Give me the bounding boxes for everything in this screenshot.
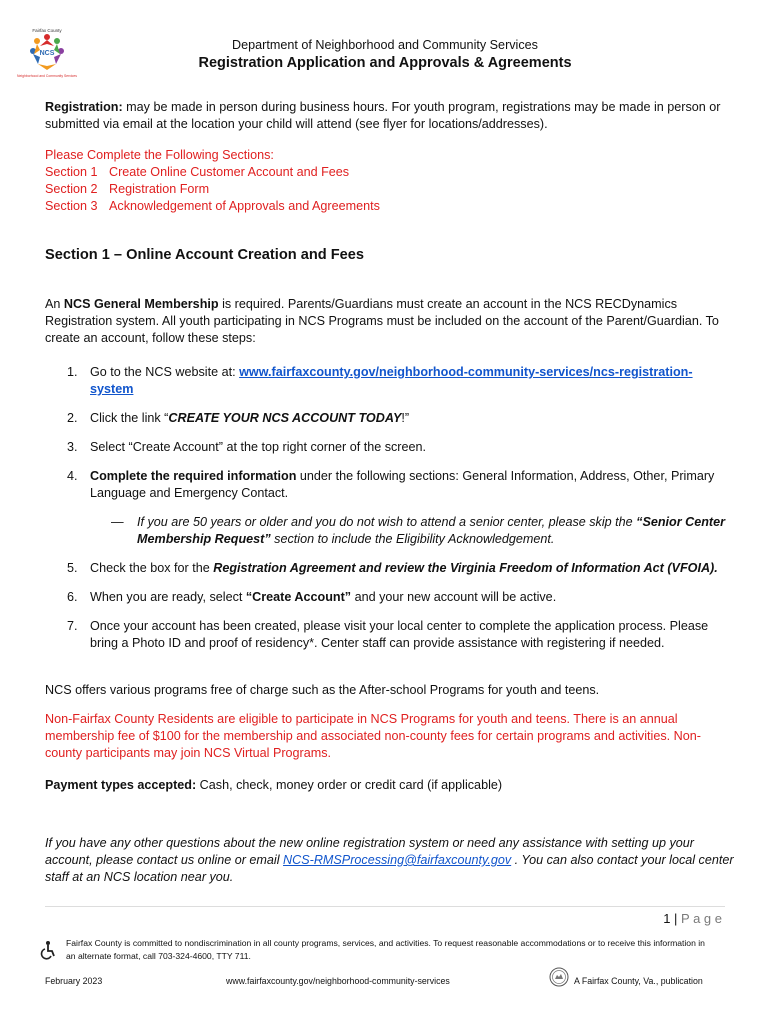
section-item: Section 1 Create Online Customer Account and Fees <box>45 165 350 179</box>
page-divider <box>45 906 725 907</box>
registration-text: may be made in person during business hours. For youth program, registrations may be made in person or submitted via email at the location your child will attend (see flyer for locations/addresses). <box>45 100 721 131</box>
step-item: 3. Select “Create Account” at the top right corner of the screen. <box>67 440 427 454</box>
non-county-notice: Non-Fairfax County Residents are eligible to participate in NCS Programs for youth and teens. There is an annual membership fee of $100 for the membership and associated non-county fees for certain programs and activities. Non-county participants may join NCS Virtual Programs. <box>45 712 701 760</box>
footer-publication: A Fairfax County, Va., publication <box>574 976 703 986</box>
membership-paragraph: An NCS General Membership is required. Parents/Guardians must create an account in the NCS RECDynamics Registration system. All youth participating in NCS Programs must be included on the account of the Parent/Guardian. To create an account, follow these steps: <box>45 297 719 345</box>
create-account-link-text: CREATE YOUR NCS ACCOUNT TODAY <box>168 411 402 425</box>
step-item: 6. When you are ready, select “Create Account” and your new account will be active. <box>67 590 557 604</box>
section-item: Section 3 Acknowledgement of Approvals and Agreements <box>45 199 380 213</box>
county-seal-icon <box>549 967 569 987</box>
step-item: 4. Complete the required information under the following sections: General Information, Address, Other, Primary Language and Emergency Contact. <box>67 469 715 500</box>
footer-url[interactable]: www.fairfaxcounty.gov/neighborhood-community-services <box>226 976 450 986</box>
footer-date: February 2023 <box>45 976 103 986</box>
contact-email-link[interactable]: NCS-RMSProcessing@fairfaxcounty.gov <box>283 853 512 867</box>
step-item: 7. Once your account has been created, please visit your local center to complete the application process. Please bring a Photo ID and proof of residency*. Center staff can provide assistance with registering if needed. <box>67 619 709 650</box>
section-item: Section 2 Registration Form <box>45 182 210 196</box>
sections-list <box>45 147 380 215</box>
sections-heading: Please Complete the Following Sections: <box>45 148 274 162</box>
svg-text:Neighborhood and Community Ser: Neighborhood and Community Services <box>17 74 77 78</box>
note-dash: — <box>111 515 124 529</box>
payment-label: Payment types accepted: <box>45 778 197 792</box>
page-title: Registration Application and Approvals & Agreements <box>198 55 572 71</box>
step-item: 5. Check the box for the Registration Agreement and review the Virginia Freedom of Information Act (VFOIA). <box>67 561 718 575</box>
step-item: 2. Click the link “CREATE YOUR NCS ACCOUNT TODAY!” <box>67 411 410 425</box>
department-name: Department of Neighborhood and Community Services <box>232 38 538 52</box>
contact-paragraph: If you have any other questions about the new online registration system or need any assistance with setting up your account, please contact us online or email NCS-RMSProcessing@fairfaxcounty.gov . You can also contact your local center staff at an NCS location near you. <box>45 836 734 884</box>
svg-text:Fairfax County: Fairfax County <box>32 28 62 33</box>
nondiscrimination-statement: Fairfax County is committed to nondiscrimination in all county programs, services, and activities. To request reasonable accommodations or to receive this information in an alternate format, call 703-324-4600, TTY 711. <box>66 938 705 961</box>
membership-name: NCS General Membership <box>63 297 219 311</box>
registration-intro <box>45 99 735 133</box>
free-programs-text: NCS offers various programs free of charge such as the After-school Programs for youth and teens. <box>45 683 600 697</box>
svg-text:NCS: NCS <box>39 50 55 57</box>
ncs-registration-link[interactable]: www.fairfaxcounty.gov/neighborhood-community-services/ncs-registration-system <box>90 365 693 396</box>
section1-heading: Section 1 – Online Account Creation and Fees <box>45 247 364 263</box>
page-number: 1 | P a g e <box>663 911 722 926</box>
senior-center-note: — If you are 50 years or older and you do not wish to attend a senior center, please skip the “Senior Center Membership Request” section to include the Eligibility Acknowledgement. <box>111 515 726 546</box>
registration-label: Registration: <box>45 100 123 114</box>
account-steps <box>45 364 735 652</box>
payment-types: Payment types accepted: Cash, check, money order or credit card (if applicable) <box>45 778 503 792</box>
accessibility-icon <box>38 940 58 960</box>
step-item: 1. Go to the NCS website at: www.fairfaxcounty.gov/neighborhood-community-services/ncs-registration-system <box>67 365 693 396</box>
